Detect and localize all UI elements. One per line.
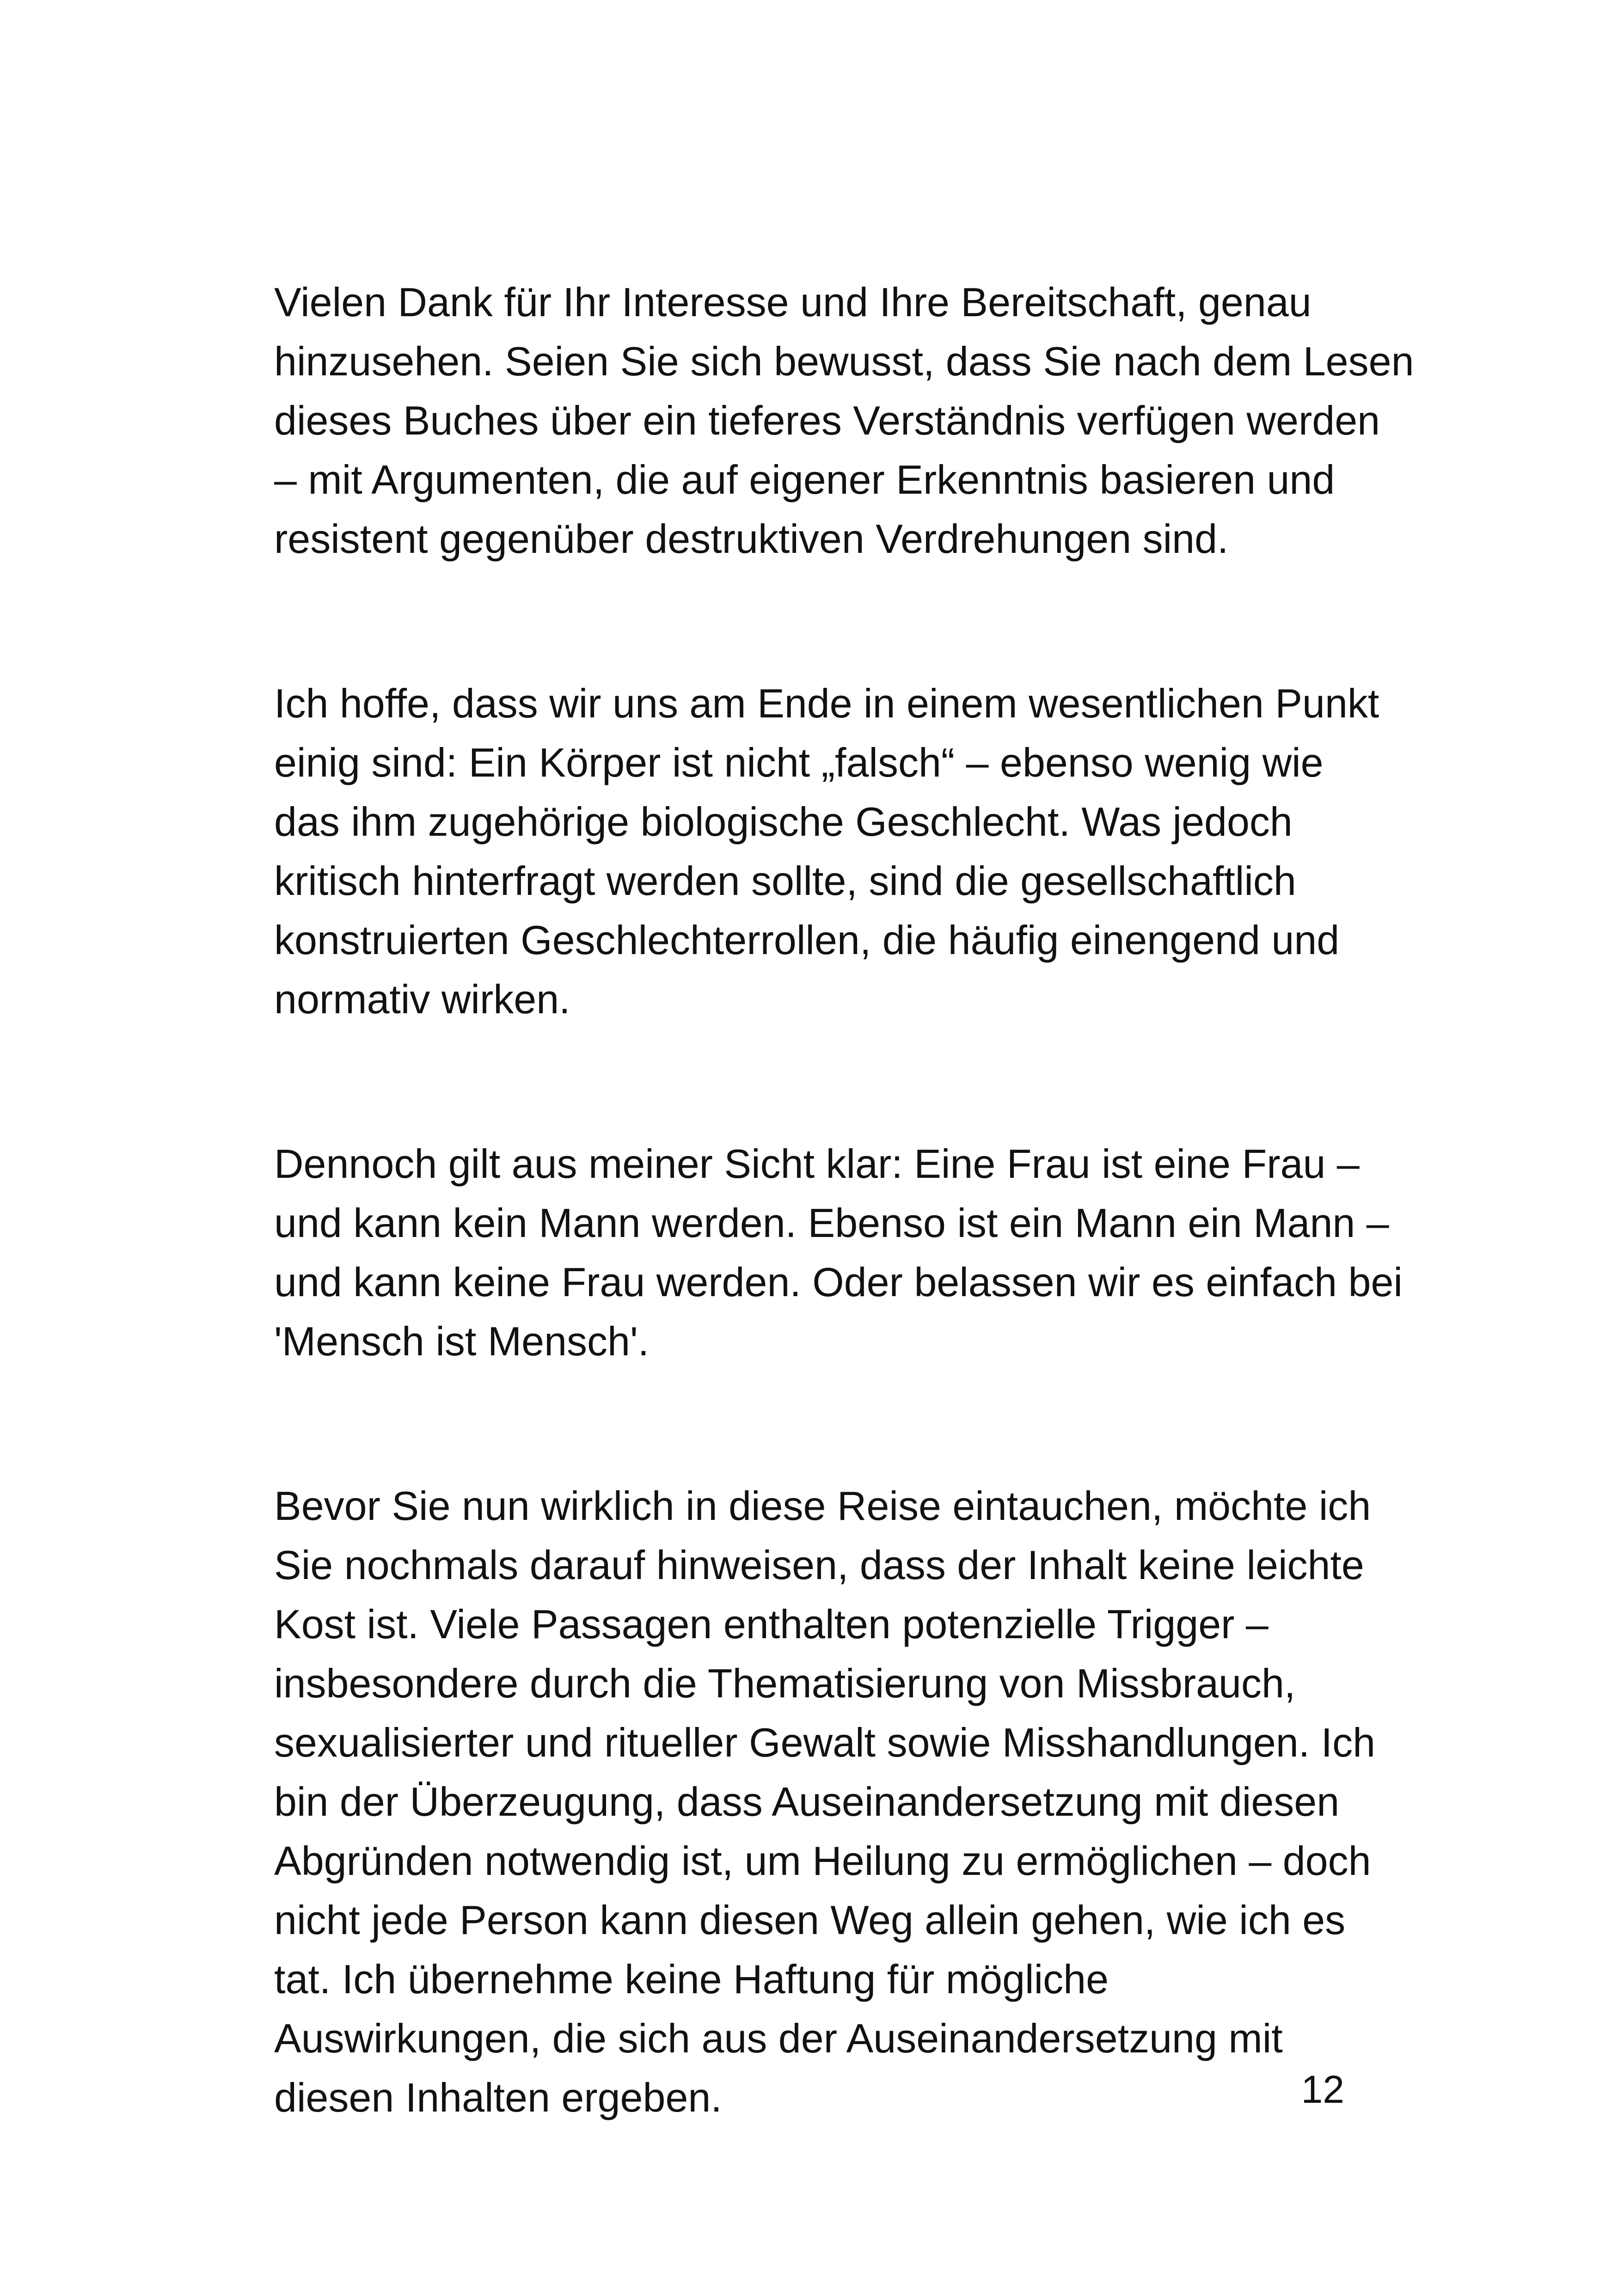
text-line: resistent gegenüber destruktiven Verdrehungen sind.: [274, 516, 1229, 562]
text-line: nicht jede Person kann diesen Weg allein gehen, wie ich es: [274, 1897, 1346, 1943]
text-line: – mit Argumenten, die auf eigener Erkenntnis basieren und: [274, 457, 1335, 502]
text-line: dieses Buches über ein tieferes Verständnis verfügen werden: [274, 398, 1380, 443]
text-line: Dennoch gilt aus meiner Sicht klar: Eine Frau ist eine Frau –: [274, 1141, 1360, 1187]
body-text: [274, 273, 1414, 2233]
text-line: Bevor Sie nun wirklich in diese Reise eintauchen, möchte ich: [274, 1483, 1371, 1529]
text-line: tat. Ich übernehme keine Haftung für mögliche: [274, 1956, 1109, 2002]
paragraph-1: [274, 273, 1414, 569]
text-line: hinzusehen. Seien Sie sich bewusst, dass Sie nach dem Lesen: [274, 338, 1414, 384]
paragraph-2: [274, 674, 1379, 1029]
paragraph-3: [274, 1134, 1403, 1371]
text-line: konstruierten Geschlechterrollen, die häufig einengend und: [274, 917, 1340, 963]
text-line: Sie nochmals darauf hinweisen, dass der Inhalt keine leichte: [274, 1542, 1364, 1588]
paragraph-4: [274, 1476, 1376, 2127]
text-line: Vielen Dank für Ihr Interesse und Ihre Bereitschaft, genau: [274, 279, 1312, 325]
text-line: diesen Inhalten ergeben.: [274, 2075, 722, 2120]
text-line: 'Mensch ist Mensch'.: [274, 1318, 650, 1364]
text-line: sexualisierter und ritueller Gewalt sowie Misshandlungen. Ich: [274, 1720, 1376, 1765]
text-line: und kann keine Frau werden. Oder belassen wir es einfach bei: [274, 1259, 1403, 1305]
text-line: einig sind: Ein Körper ist nicht „falsch“ – ebenso wenig wie: [274, 740, 1324, 785]
text-line: und kann kein Mann werden. Ebenso ist ein Mann ein Mann –: [274, 1200, 1389, 1246]
text-line: normativ wirken.: [274, 976, 570, 1022]
text-line: Kost ist. Viele Passagen enthalten potenzielle Trigger –: [274, 1601, 1269, 1647]
text-line: Auswirkungen, die sich aus der Auseinandersetzung mit: [274, 2015, 1283, 2061]
text-line: kritisch hinterfragt werden sollte, sind die gesellschaftlich: [274, 858, 1296, 904]
text-line: insbesondere durch die Thematisierung von Missbrauch,: [274, 1660, 1296, 1706]
page-number: 12: [1301, 2068, 1344, 2111]
text-line: das ihm zugehörige biologische Geschlecht. Was jedoch: [274, 799, 1293, 845]
text-line: Abgründen notwendig ist, um Heilung zu ermöglichen – doch: [274, 1838, 1371, 1884]
text-line: bin der Überzeugung, dass Auseinandersetzung mit diesen: [274, 1779, 1340, 1825]
text-line: Ich hoffe, dass wir uns am Ende in einem wesentlichen Punkt: [274, 680, 1379, 726]
